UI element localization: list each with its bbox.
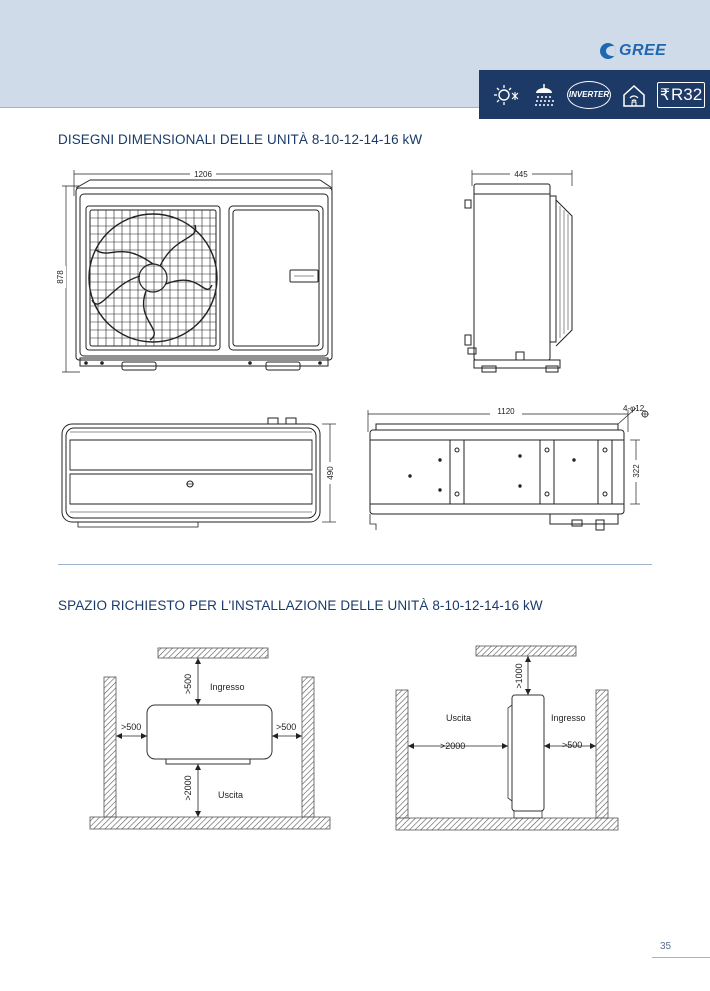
top-view-drawing: [62, 418, 336, 527]
section-installation-title: SPAZIO RICHIESTO PER L'INSTALLAZIONE DELLE UNITÀ 8-10-12-14-16 kW: [58, 598, 543, 613]
section-dimensions-title: DISEGNI DIMENSIONALI DELLE UNITÀ 8-10-12-14-16 kW: [58, 132, 423, 147]
top-view-right-clearance: >500: [276, 722, 297, 732]
side-depth-label: 445: [514, 170, 528, 179]
side-view-drawing: [465, 170, 572, 372]
side-view-front-clearance: >2000: [440, 741, 466, 751]
installation-top-view: [90, 648, 330, 829]
side-view-top-clearance: >1000: [514, 663, 524, 689]
section-divider: [58, 564, 652, 565]
page-number-rule: [652, 957, 710, 958]
side-view-outlet-label: Uscita: [446, 713, 472, 723]
brand-name: GREE: [619, 42, 667, 59]
base-width-label: 1120: [497, 407, 515, 416]
top-view-left-clearance: >500: [121, 722, 142, 732]
hole-label: 4-φ12: [623, 404, 645, 413]
page-number: 35: [660, 941, 672, 952]
base-view-drawing: [368, 408, 649, 530]
refrigerant-label: R32: [671, 84, 703, 104]
top-view-top-clearance: >500: [183, 673, 193, 695]
front-width-label: 1206: [194, 170, 212, 179]
top-view-bottom-clearance: >2000: [183, 775, 193, 801]
side-view-inlet-label: Ingresso: [551, 713, 586, 723]
refrigerant-r-glyph: ₹: [659, 86, 670, 104]
top-view-outlet-label: Uscita: [218, 790, 244, 800]
installation-side-view: [396, 646, 618, 830]
top-height-label: 490: [326, 466, 335, 480]
front-view-drawing: [62, 170, 332, 372]
front-height-label: 878: [56, 270, 65, 284]
base-depth-label: 322: [632, 464, 641, 478]
inverter-badge: INVERTER: [567, 81, 611, 109]
side-view-back-clearance: >500: [562, 740, 583, 750]
top-view-inlet-label: Ingresso: [210, 682, 245, 692]
